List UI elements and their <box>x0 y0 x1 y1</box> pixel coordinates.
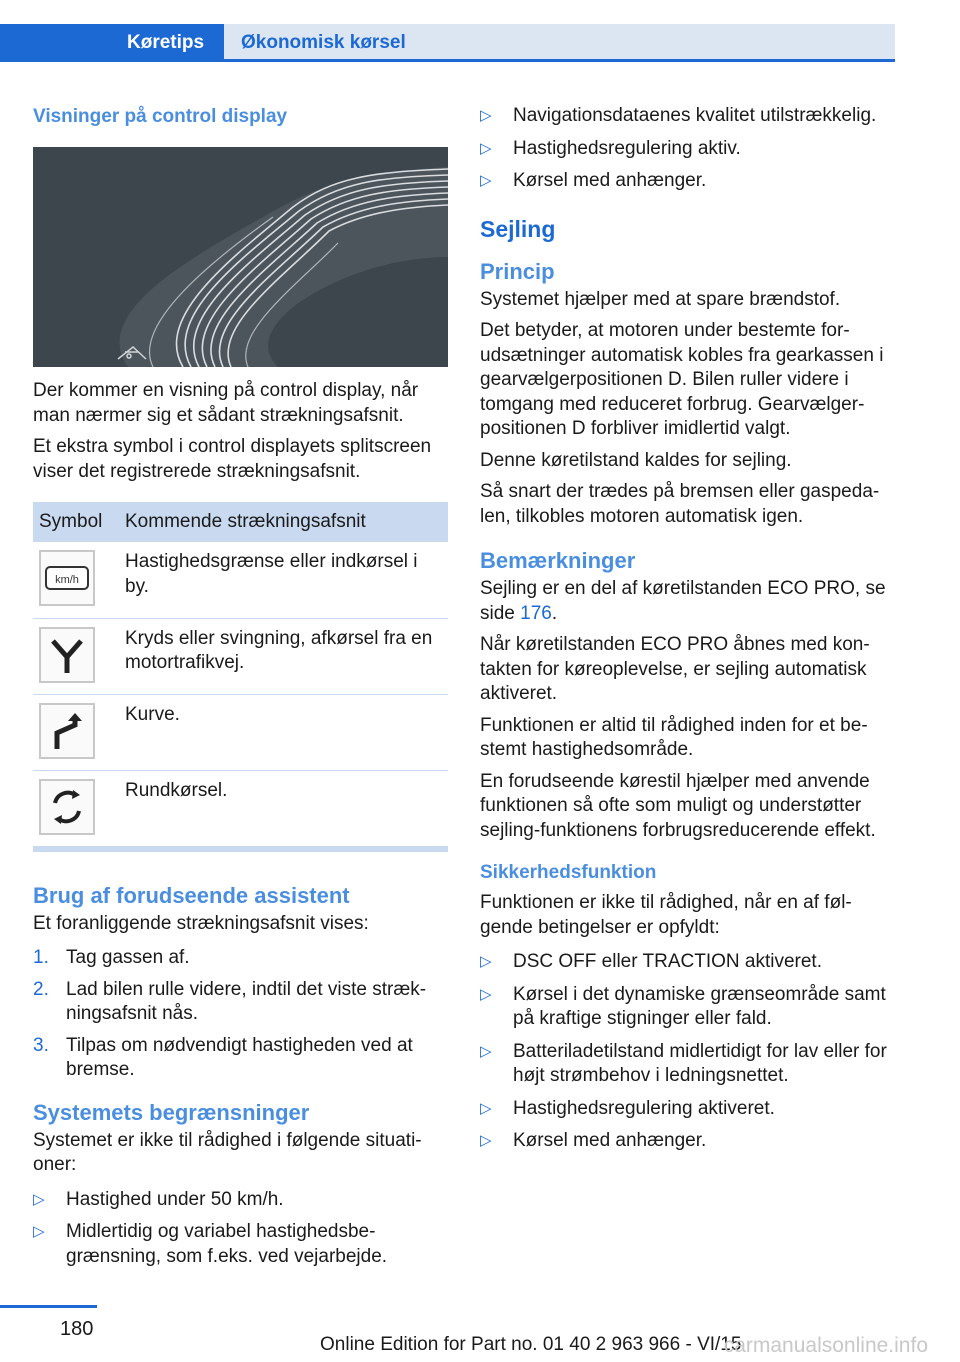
list-item <box>480 983 895 1032</box>
list-item-text: DSC OFF eller TRACTION aktiveret. <box>513 951 822 972</box>
triangle-bullet-icon: ▷ <box>33 1223 45 1240</box>
paragraph-notes-2: Når køretilstanden ECO PRO åbnes med kontakten for køreoplevelse, er sejling automatisk aktiveret. <box>480 634 870 704</box>
page-header <box>0 0 960 62</box>
paragraph-limits-intro: Systemet er ikke til rådighed i følgende situationer: <box>33 1129 422 1175</box>
list-item <box>480 104 895 129</box>
paragraph-safety-intro: Funktionen er ikke til rådighed, når en af følgende betingelser er opfyldt: <box>480 892 852 938</box>
triangle-bullet-icon: ▷ <box>480 107 492 124</box>
list-item <box>33 1188 448 1213</box>
safety-list <box>480 950 895 1154</box>
page-number: 180 <box>60 1318 94 1340</box>
page-link-176[interactable]: 176 <box>520 602 552 624</box>
triangle-bullet-icon: ▷ <box>480 953 492 970</box>
list-item-text: Batteriladetilstand midlertidigt for lav eller for højt strømbehov i ledningsnettet. <box>513 1040 887 1086</box>
table-row <box>33 542 448 618</box>
list-item-text: Kørsel med anhænger. <box>513 1130 707 1151</box>
list-item <box>33 1220 448 1269</box>
paragraph-use-intro: Et foranliggende strækningsafsnit vises: <box>33 912 369 934</box>
paragraph-principle-4: Så snart der trædes på bremsen eller gaspedalen, tilkobles motoren automatisk igen. <box>480 481 880 527</box>
table-header-symbol: Symbol <box>33 502 119 542</box>
curve-icon <box>39 703 95 759</box>
heading-safety-function: Sikkerhedsfunktion <box>480 862 657 883</box>
edition-note: Online Edition for Part no. 01 40 2 963 966 - VI/15 <box>320 1334 742 1355</box>
triangle-bullet-icon: ▷ <box>480 985 492 1003</box>
paragraph-display-intro: Der kommer en visning på control display, når man nærmer sig et sådant strækningsafsnit. <box>33 380 419 426</box>
tab-oekonomisk-koersel[interactable]: Økonomisk kørsel <box>224 24 895 62</box>
list-item-text: Kørsel med anhænger. <box>513 170 707 191</box>
step-text: Lad bilen rulle videre, indtil det viste strækningsafsnit nås. <box>66 978 427 1024</box>
list-item-text: Hastighed under 50 km/h. <box>66 1188 284 1210</box>
list-item-text: Hastighedsregulering aktiv. <box>513 137 741 159</box>
heading-system-limits: Systemets begrænsninger <box>33 1099 310 1125</box>
paragraph-splitscreen: Et ekstra symbol i control displayets splitscreen viser det registrerede strækningsafsnit. <box>33 436 432 482</box>
paragraph-notes-3: Funktionen er altid til rådighed inden for et bestemt hastighedsområde. <box>480 714 868 760</box>
paragraph-principle-1: Systemet hjælper med at spare brændstof. <box>480 288 841 310</box>
triangle-bullet-icon: ▷ <box>480 172 492 189</box>
list-item-text: Midlertidig og variabel hastighedsbegrænsning, som f.eks. ved vejarbejde. <box>66 1221 388 1267</box>
list-item-text: Kørsel i det dynamiske grænseområde samt på kraftige stigninger eller fald. <box>513 983 886 1029</box>
list-item-text: Navigationsdataenes kvalitet utilstrækkelig. <box>513 105 877 126</box>
tab-koeretips[interactable]: Køretips <box>0 24 224 62</box>
heading-notes: Bemærkninger <box>480 548 636 573</box>
notes-text: Sejling er en del af køretilstanden ECO PRO, se side <box>480 578 886 624</box>
paragraph-principle-3: Denne køretilstand kaldes for sejling. <box>480 449 792 471</box>
step-number: 2. <box>33 978 49 1000</box>
list-item-text: Hastighedsregulering aktiveret. <box>513 1097 775 1119</box>
left-column <box>33 104 448 1285</box>
table-cell-text: Hastighedsgrænse eller indkørsel i by. <box>119 542 448 618</box>
paragraph-notes-4: En forudseende kørestil hjælper med anvende funktionen så ofte som muligt og understøtter sejling-funktionens forbrugsreducerende effekt. <box>480 770 876 841</box>
table-cell-text: Rundkørsel. <box>119 770 448 846</box>
list-item <box>33 946 448 971</box>
table-header-section: Kommende strækningsafsnit <box>119 502 448 542</box>
right-column <box>480 104 895 1170</box>
step-text: Tag gassen af. <box>66 947 190 968</box>
watermark: carmanualsonline.info <box>723 1334 928 1357</box>
list-item <box>33 978 448 1027</box>
svg-text:km/h: km/h <box>55 574 79 586</box>
triangle-bullet-icon: ▷ <box>480 1099 492 1117</box>
table-end-rule <box>33 847 448 852</box>
table-row <box>33 694 448 770</box>
table-cell-text: Kurve. <box>119 694 448 770</box>
list-item <box>480 1097 895 1122</box>
triangle-bullet-icon: ▷ <box>480 1042 492 1060</box>
list-item <box>480 1129 895 1154</box>
steps-list <box>33 946 448 1083</box>
table-cell-text: Kryds eller svingning, afkørsel fra en motortrafikvej. <box>119 618 448 694</box>
heading-use-assistant: Brug af forudseende assistent <box>33 882 350 908</box>
list-item <box>480 169 895 194</box>
triangle-bullet-icon: ▷ <box>480 1132 492 1149</box>
paragraph-principle-2: Det betyder, at motoren under bestemte forudsætninger automatisk kobles fra gearkassen i gearvælgerpositionen D. Bilen ruller videre i tomgang med reduceret forbrug. Gearvælgerpositionen D forbliver imidlertid valgt. <box>480 320 884 439</box>
tab-underline <box>224 59 895 62</box>
symbol-table <box>33 502 448 847</box>
list-item <box>33 1034 448 1083</box>
triangle-bullet-icon: ▷ <box>480 139 492 157</box>
km-h-sign-icon <box>39 550 95 606</box>
road-curve-image <box>33 147 448 367</box>
limits-list <box>33 1188 448 1270</box>
step-text: Tilpas om nødvendigt hastigheden ved at bremse. <box>66 1034 413 1080</box>
heading-display-views: Visninger på control display <box>33 106 288 127</box>
heading-sailing: Sejling <box>480 215 556 242</box>
table-row <box>33 770 448 846</box>
table-row <box>33 618 448 694</box>
paragraph-notes-1 <box>480 577 895 626</box>
limits-list-continued <box>480 104 895 194</box>
step-number: 3. <box>33 1034 49 1056</box>
junction-icon <box>39 627 95 683</box>
triangle-bullet-icon: ▷ <box>33 1190 45 1208</box>
road-curve-illustration <box>33 147 448 367</box>
roundabout-icon <box>39 779 95 835</box>
list-item <box>480 1040 895 1089</box>
list-item <box>480 950 895 975</box>
notes-text-end: . <box>551 602 558 624</box>
footer-rule <box>0 1305 97 1308</box>
heading-principle: Princip <box>480 258 555 284</box>
step-number: 1. <box>33 947 49 968</box>
list-item <box>480 137 895 162</box>
table-header-row <box>33 502 448 542</box>
